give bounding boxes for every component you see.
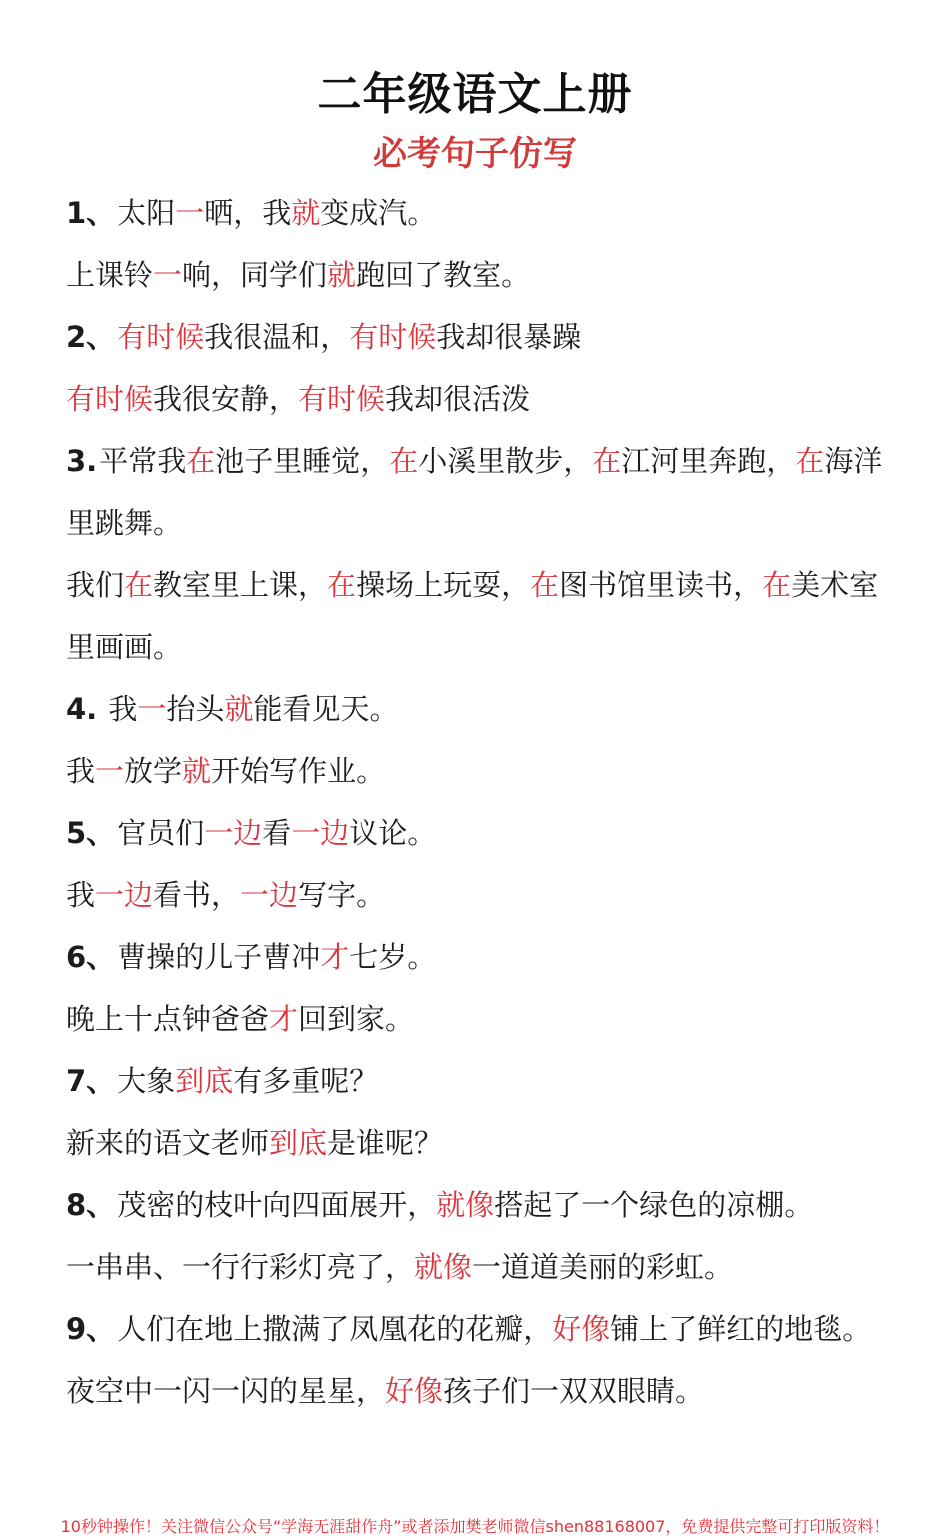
- imitation-sentence-7: 新来的语文老师到底是谁呢？: [66, 1126, 444, 1160]
- keyword: 就像: [436, 1188, 495, 1222]
- example-sentence-9: 9、人们在地上撒满了凤凰花的花瓣，好像铺上了鲜红的地毯。: [66, 1312, 872, 1346]
- keyword: 一: [95, 754, 125, 788]
- keyword: 就: [291, 196, 321, 230]
- example-sentence-6: 6、曹操的儿子曹冲才七岁。: [66, 940, 437, 974]
- imitation-sentence-8: 一串串、一行行彩灯亮了，就像一道道美丽的彩虹。: [66, 1250, 734, 1284]
- item-number: 7、: [66, 1064, 116, 1098]
- example-sentence-2: 2、有时候我很温和，有时候我却很暴躁: [66, 320, 582, 354]
- keyword: 好像: [552, 1312, 611, 1346]
- page-subtitle: 必考句子仿写: [373, 134, 577, 174]
- item-number: 8、: [66, 1188, 116, 1222]
- example-sentence-4: 4. 我一抬头就能看见天。: [66, 692, 399, 726]
- example-sentence-1: 1、太阳一晒，我就变成汽。: [66, 196, 437, 230]
- keyword: 在: [762, 568, 792, 602]
- example-sentence-8: 8、茂密的枝叶向四面展开，就像搭起了一个绿色的凉棚。: [66, 1188, 814, 1222]
- example-sentence-7: 7、大象到底有多重呢？: [66, 1064, 379, 1098]
- promo-footer: 10秒钟操作！关注微信公众号“学海无涯甜作舟”或者添加樊老师微信shen88168007，免费提供完整可打印版资料！: [60, 1517, 890, 1536]
- keyword: 在: [795, 444, 825, 478]
- item-number: 9、: [66, 1312, 116, 1346]
- imitation-sentence-3: 我们在教室里上课，在操场上玩耍，在图书馆里读书，在美术室: [66, 568, 879, 602]
- example-sentence-3-continued: 里跳舞。: [66, 506, 183, 540]
- example-sentence-3: 3.平常我在池子里睡觉，在小溪里散步，在江河里奔跑，在海洋: [66, 444, 883, 478]
- keyword: 一: [153, 258, 183, 292]
- keyword: 就: [224, 692, 254, 726]
- keyword: 有时候: [66, 382, 154, 416]
- sentence-list: [66, 182, 898, 1422]
- item-number: 3.: [66, 444, 98, 478]
- example-sentence-5: 5、官员们一边看一边议论。: [66, 816, 437, 850]
- keyword: 在: [389, 444, 419, 478]
- imitation-sentence-6: 晚上十点钟爸爸才回到家。: [66, 1002, 415, 1036]
- keyword: 一边: [204, 816, 263, 850]
- keyword: 一: [175, 196, 205, 230]
- keyword: 到底: [269, 1126, 328, 1160]
- keyword: 到底: [175, 1064, 234, 1098]
- imitation-sentence-2: 有时候我很安静，有时候我却很活泼: [66, 382, 531, 416]
- keyword: 在: [530, 568, 560, 602]
- keyword: 就: [182, 754, 212, 788]
- keyword: 有时候: [117, 320, 205, 354]
- imitation-sentence-3-continued: 里画画。: [66, 630, 183, 664]
- item-number: 4.: [66, 692, 98, 726]
- keyword: 好像: [385, 1374, 444, 1408]
- imitation-sentence-4: 我一放学就开始写作业。: [66, 754, 386, 788]
- keyword: 一边: [240, 878, 299, 912]
- keyword: 一边: [95, 878, 154, 912]
- item-number: 5、: [66, 816, 116, 850]
- keyword: 一: [137, 692, 167, 726]
- item-number: 6、: [66, 940, 116, 974]
- page-title: 二年级语文上册: [317, 69, 633, 120]
- keyword: 在: [186, 444, 216, 478]
- keyword: 才: [269, 1002, 299, 1036]
- imitation-sentence-1: 上课铃一响，同学们就跑回了教室。: [66, 258, 531, 292]
- keyword: 在: [124, 568, 154, 602]
- keyword: 就: [327, 258, 357, 292]
- keyword: 有时候: [298, 382, 386, 416]
- keyword: 一边: [291, 816, 350, 850]
- imitation-sentence-9: 夜空中一闪一闪的星星，好像孩子们一双双眼睛。: [66, 1374, 705, 1408]
- keyword: 有时候: [349, 320, 437, 354]
- keyword: 就像: [414, 1250, 473, 1284]
- keyword: 才: [320, 940, 350, 974]
- imitation-sentence-5: 我一边看书，一边写字。: [66, 878, 386, 912]
- keyword: 在: [327, 568, 357, 602]
- item-number: 1、: [66, 196, 116, 230]
- keyword: 在: [592, 444, 622, 478]
- item-number: 2、: [66, 320, 116, 354]
